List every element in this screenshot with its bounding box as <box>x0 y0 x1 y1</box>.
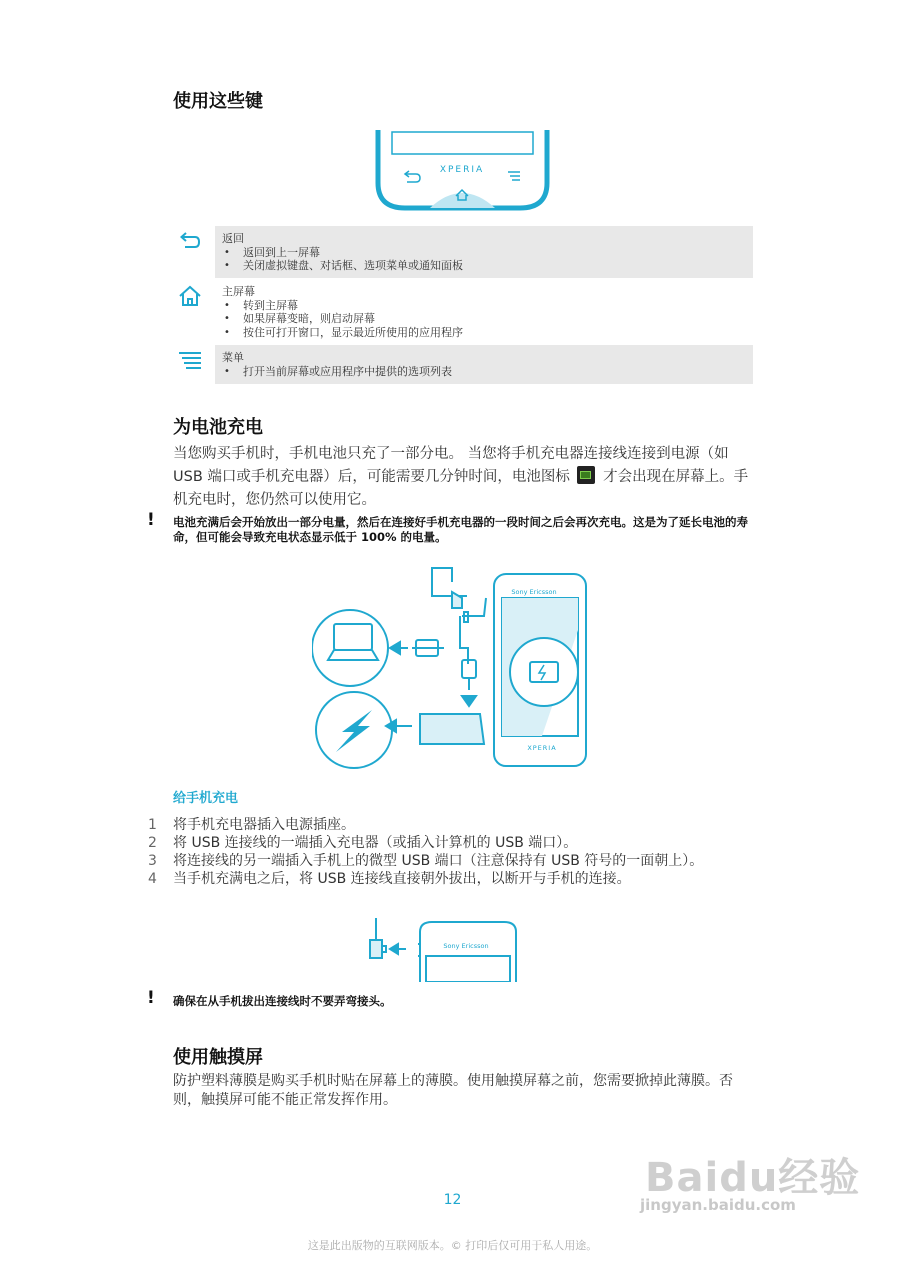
watermark-logo: Baidu经验 <box>645 1155 861 1201</box>
step-number: 1 <box>148 817 157 833</box>
step-text: 当手机充满电之后，将 USB 连接线直接朝外拔出，以断开与手机的连接。 <box>173 871 631 887</box>
phone-back-key-icon <box>405 171 420 182</box>
page-number: 12 <box>443 1192 462 1208</box>
list-item: • 打开当前屏幕或应用程序中提供的选项列表 <box>222 365 753 379</box>
key-row-menu <box>215 345 753 384</box>
charging-subheading: 给手机充电 <box>173 791 239 806</box>
list-item: • 返回到上一屏幕 <box>222 246 753 260</box>
phone-model-label: XPERIA <box>527 744 557 752</box>
step-item <box>148 870 718 888</box>
list-item: • 转到主屏幕 <box>222 299 753 313</box>
step-text: 将连接线的另一端插入手机上的微型 USB 端口（注意保持有 USB 符号的一面朝上）。 <box>173 853 704 869</box>
step-number: 2 <box>148 835 157 851</box>
menu-icon <box>178 348 202 372</box>
laptop-circle <box>312 610 388 686</box>
battery-note: 电池充满后会开始放出一部分电量，然后在连接好手机充电器的一段时间之后会再次充电。这是为了延长电池的寿命，但可能会导致充电状态显示低于 100% 的电量。 <box>173 515 748 544</box>
phone-brand-label: XPERIA <box>439 165 485 175</box>
warning-icon: ! <box>147 988 155 1008</box>
phone-keys-illustration <box>370 128 555 214</box>
step-number: 3 <box>148 853 157 869</box>
phone-brand-label: Sony Ericsson <box>443 942 489 950</box>
step-text: 将 USB 连接线的一端插入充电器（或插入计算机的 USB 端口）。 <box>173 835 578 851</box>
back-icon <box>178 230 202 254</box>
step-item <box>148 852 718 870</box>
charger-icon <box>420 714 484 744</box>
step-number: 4 <box>148 871 157 887</box>
key-row-home <box>215 279 753 343</box>
charging-paragraph <box>173 443 756 512</box>
charging-illustration <box>312 560 592 772</box>
touchscreen-paragraph: 防护塑料薄膜是购买手机时贴在屏幕上的薄膜。使用触摸屏幕之前，您需要掀掉此薄膜。否则，触摸屏可能不能正常发挥作用。 <box>173 1073 733 1108</box>
section-title-touchscreen: 使用触摸屏 <box>173 1047 263 1068</box>
charging-text-part2: 才会出现在屏幕上。手机充电时，您仍然可以使用它。 <box>173 469 749 508</box>
warning-icon: ! <box>147 510 155 530</box>
key-row-back <box>215 226 753 278</box>
key-row-label: 菜单 <box>222 351 244 364</box>
list-item: • 如果屏幕变暗，则启动屏幕 <box>222 312 753 326</box>
key-row-label: 主屏幕 <box>222 285 255 298</box>
charging-steps <box>148 816 718 888</box>
laptop-icon <box>334 624 372 650</box>
step-item <box>148 834 718 852</box>
unplug-note: 确保在从手机拔出连接线时不要弄弯接头。 <box>173 994 392 1008</box>
step-text: 将手机充电器插入电源插座。 <box>173 817 355 833</box>
step-item <box>148 816 718 834</box>
unplug-illustration <box>362 918 522 982</box>
page-footer: 这是此出版物的互联网版本。© 打印后仅可用于私人用途。 <box>307 1239 598 1252</box>
battery-charging-icon <box>577 466 595 484</box>
charging-text-part1: 当您购买手机时，手机电池只充了一部分电。 当您将手机充电器连接线连接到电源（如 USB 端口或手机充电器）后，可能需要几分钟时间，电池图标 <box>173 446 729 485</box>
key-row-label: 返回 <box>222 232 244 245</box>
lightning-icon <box>336 710 372 752</box>
phone-brand-label: Sony Ericsson <box>511 588 557 596</box>
section-title-keys: 使用这些键 <box>173 91 263 112</box>
home-icon <box>178 284 202 308</box>
section-title-charging: 为电池充电 <box>173 417 263 438</box>
phone-menu-key-icon <box>508 172 520 180</box>
list-item: • 按住可打开窗口，显示最近所使用的应用程序 <box>222 326 753 340</box>
watermark-url: jingyan.baidu.com <box>640 1196 796 1214</box>
list-item: • 关闭虚拟键盘、对话框、选项菜单或通知面板 <box>222 259 753 273</box>
